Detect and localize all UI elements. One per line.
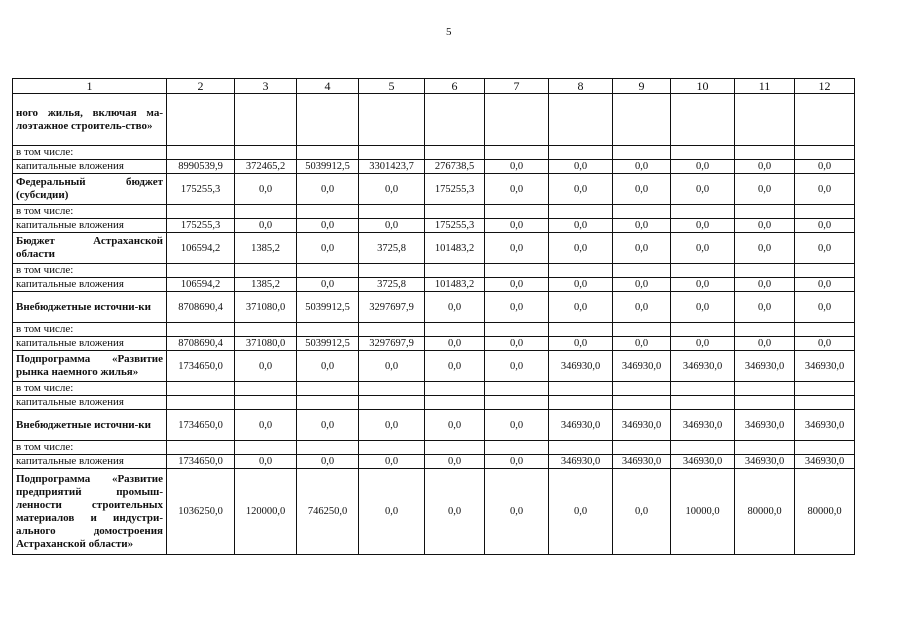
value-cell: 106594,2 [167,278,235,292]
row-label-cell: в том числе: [13,146,167,160]
value-cell [735,264,795,278]
value-cell: 0,0 [795,219,855,233]
value-cell: 0,0 [485,469,549,555]
value-cell: 346930,0 [735,455,795,469]
value-cell: 0,0 [613,233,671,264]
value-cell: 0,0 [671,219,735,233]
value-cell: 8708690,4 [167,337,235,351]
value-cell [671,146,735,160]
value-cell: 0,0 [485,351,549,382]
value-cell [425,146,485,160]
value-cell: 371080,0 [235,292,297,323]
value-cell: 346930,0 [795,455,855,469]
value-cell [235,205,297,219]
value-cell [671,264,735,278]
column-number-cell: 3 [235,79,297,94]
value-cell [549,441,613,455]
table-row [13,94,855,146]
value-cell [297,205,359,219]
value-cell: 276738,5 [425,160,485,174]
value-cell: 1734650,0 [167,455,235,469]
value-cell: 0,0 [795,278,855,292]
value-cell [235,94,297,146]
value-cell [167,382,235,396]
value-cell [549,146,613,160]
value-cell [549,264,613,278]
value-cell [613,146,671,160]
value-cell [167,94,235,146]
value-cell: 80000,0 [795,469,855,555]
column-number-cell: 6 [425,79,485,94]
value-cell: 0,0 [613,337,671,351]
table-row [13,455,855,469]
value-cell: 0,0 [425,469,485,555]
value-cell: 0,0 [613,278,671,292]
value-cell: 0,0 [425,351,485,382]
row-label-cell: Подпрограмма «Развитие рынка наемного жилья» [13,351,167,382]
value-cell: 0,0 [425,337,485,351]
column-number-cell: 9 [613,79,671,94]
value-cell: 0,0 [795,174,855,205]
value-cell [235,441,297,455]
value-cell: 0,0 [297,455,359,469]
value-cell: 0,0 [735,292,795,323]
value-cell: 3725,8 [359,278,425,292]
value-cell [671,441,735,455]
value-cell [485,396,549,410]
value-cell: 3725,8 [359,233,425,264]
row-label-cell: Внебюджетные источни-ки [13,410,167,441]
value-cell [485,146,549,160]
value-cell: 0,0 [359,219,425,233]
row-label-cell: капитальные вложения [13,160,167,174]
value-cell [735,205,795,219]
value-cell: 1036250,0 [167,469,235,555]
value-cell: 346930,0 [735,410,795,441]
value-cell [735,441,795,455]
row-label-cell: капитальные вложения [13,278,167,292]
row-label-cell: капитальные вложения [13,396,167,410]
value-cell: 0,0 [235,455,297,469]
value-cell: 8708690,4 [167,292,235,323]
row-label-cell: ного жилья, включая ма-лоэтажное строитель-ство» [13,94,167,146]
value-cell [549,205,613,219]
value-cell [297,396,359,410]
value-cell [485,323,549,337]
value-cell: 746250,0 [297,469,359,555]
value-cell [297,264,359,278]
value-cell [735,146,795,160]
table-row [13,219,855,233]
value-cell [425,264,485,278]
value-cell: 0,0 [549,469,613,555]
value-cell [235,396,297,410]
page-number: 5 [446,26,452,38]
value-cell [235,146,297,160]
value-cell: 0,0 [359,469,425,555]
value-cell: 0,0 [425,410,485,441]
table-row [13,382,855,396]
column-number-cell: 12 [795,79,855,94]
value-cell [297,146,359,160]
value-cell [613,205,671,219]
value-cell [167,323,235,337]
value-cell: 0,0 [735,233,795,264]
value-cell [425,94,485,146]
value-cell [671,396,735,410]
value-cell: 346930,0 [671,351,735,382]
value-cell: 175255,3 [425,174,485,205]
value-cell: 0,0 [671,233,735,264]
value-cell [613,264,671,278]
value-cell [549,396,613,410]
value-cell: 346930,0 [795,351,855,382]
value-cell [359,323,425,337]
value-cell: 0,0 [485,292,549,323]
value-cell: 346930,0 [735,351,795,382]
table-row [13,469,855,555]
value-cell [485,441,549,455]
table-row [13,441,855,455]
value-cell [167,205,235,219]
value-cell [359,441,425,455]
value-cell: 0,0 [549,337,613,351]
value-cell: 346930,0 [795,410,855,441]
value-cell [549,94,613,146]
value-cell: 0,0 [549,219,613,233]
value-cell: 0,0 [613,292,671,323]
row-label-cell: капитальные вложения [13,219,167,233]
row-label-cell: капитальные вложения [13,455,167,469]
value-cell: 0,0 [425,455,485,469]
row-label-cell: Бюджет Астраханской области [13,233,167,264]
value-cell: 0,0 [485,219,549,233]
row-label-cell: в том числе: [13,323,167,337]
value-cell: 0,0 [485,160,549,174]
value-cell [549,382,613,396]
table-row [13,396,855,410]
row-label-cell: в том числе: [13,205,167,219]
value-cell [735,382,795,396]
value-cell [613,323,671,337]
value-cell [359,205,425,219]
value-cell: 0,0 [297,278,359,292]
value-cell: 0,0 [235,410,297,441]
value-cell: 0,0 [671,292,735,323]
value-cell [549,323,613,337]
value-cell: 346930,0 [613,410,671,441]
value-cell [297,441,359,455]
value-cell: 175255,3 [167,174,235,205]
value-cell [359,264,425,278]
value-cell: 372465,2 [235,160,297,174]
value-cell: 346930,0 [549,351,613,382]
row-label-cell: Подпрограмма «Развитие предприятий промыш-ленности строительных материалов и индустри-ального домостроения Астраханской области» [13,469,167,555]
column-number-cell: 7 [485,79,549,94]
value-cell: 5039912,5 [297,337,359,351]
value-cell: 1385,2 [235,233,297,264]
value-cell [425,382,485,396]
value-cell: 5039912,5 [297,292,359,323]
row-label-cell: в том числе: [13,264,167,278]
table-row [13,323,855,337]
value-cell: 0,0 [549,174,613,205]
value-cell: 175255,3 [167,219,235,233]
value-cell: 0,0 [671,278,735,292]
value-cell [235,264,297,278]
value-cell [485,264,549,278]
value-cell: 101483,2 [425,233,485,264]
value-cell [425,323,485,337]
value-cell [613,382,671,396]
table-row [13,410,855,441]
table-row [13,337,855,351]
row-label-cell: Внебюджетные источни-ки [13,292,167,323]
value-cell: 0,0 [485,174,549,205]
value-cell: 0,0 [485,410,549,441]
value-cell: 0,0 [613,174,671,205]
table-row [13,146,855,160]
column-number-row [13,79,855,94]
row-label-cell: капитальные вложения [13,337,167,351]
value-cell: 0,0 [235,351,297,382]
value-cell [735,323,795,337]
value-cell [485,205,549,219]
table-row [13,351,855,382]
value-cell [235,382,297,396]
value-cell: 0,0 [795,160,855,174]
value-cell: 0,0 [735,219,795,233]
value-cell: 0,0 [235,174,297,205]
value-cell: 0,0 [795,337,855,351]
table-row [13,233,855,264]
value-cell [359,396,425,410]
value-cell [485,382,549,396]
value-cell [671,382,735,396]
value-cell: 0,0 [359,351,425,382]
table-row [13,278,855,292]
value-cell: 0,0 [613,219,671,233]
value-cell: 0,0 [359,174,425,205]
value-cell: 1734650,0 [167,351,235,382]
value-cell [485,94,549,146]
value-cell: 0,0 [297,351,359,382]
column-number-cell: 4 [297,79,359,94]
value-cell: 0,0 [485,455,549,469]
value-cell: 0,0 [735,278,795,292]
value-cell [167,146,235,160]
value-cell [359,382,425,396]
value-cell: 120000,0 [235,469,297,555]
value-cell [167,396,235,410]
value-cell: 0,0 [549,278,613,292]
value-cell: 0,0 [671,160,735,174]
value-cell [671,323,735,337]
value-cell: 1734650,0 [167,410,235,441]
row-label-cell: в том числе: [13,382,167,396]
value-cell: 101483,2 [425,278,485,292]
value-cell: 346930,0 [613,351,671,382]
value-cell: 0,0 [485,233,549,264]
value-cell: 346930,0 [671,455,735,469]
table-row [13,292,855,323]
value-cell [297,382,359,396]
column-number-cell: 11 [735,79,795,94]
table-row [13,160,855,174]
value-cell: 0,0 [359,410,425,441]
budget-table [12,78,855,555]
value-cell [671,94,735,146]
value-cell [795,396,855,410]
value-cell: 5039912,5 [297,160,359,174]
value-cell: 0,0 [671,174,735,205]
row-label-cell: в том числе: [13,441,167,455]
value-cell [167,441,235,455]
value-cell: 10000,0 [671,469,735,555]
row-label-cell: Федеральный бюджет (субсидии) [13,174,167,205]
value-cell [359,94,425,146]
value-cell [795,382,855,396]
value-cell: 0,0 [613,469,671,555]
value-cell: 0,0 [549,233,613,264]
value-cell: 0,0 [671,337,735,351]
value-cell [613,396,671,410]
value-cell [795,264,855,278]
value-cell: 0,0 [235,219,297,233]
value-cell: 371080,0 [235,337,297,351]
value-cell [297,323,359,337]
value-cell: 0,0 [297,174,359,205]
value-cell [735,396,795,410]
value-cell: 0,0 [613,160,671,174]
column-number-cell: 2 [167,79,235,94]
value-cell [613,94,671,146]
value-cell: 0,0 [549,160,613,174]
value-cell [425,396,485,410]
table-row [13,205,855,219]
value-cell [425,205,485,219]
value-cell [795,146,855,160]
value-cell: 0,0 [795,233,855,264]
value-cell: 0,0 [425,292,485,323]
table-row [13,174,855,205]
column-number-cell: 5 [359,79,425,94]
value-cell: 346930,0 [549,455,613,469]
value-cell: 106594,2 [167,233,235,264]
value-cell [671,205,735,219]
value-cell: 0,0 [297,219,359,233]
column-number-cell: 8 [549,79,613,94]
column-number-cell: 1 [13,79,167,94]
value-cell: 0,0 [485,278,549,292]
value-cell [613,441,671,455]
value-cell [167,264,235,278]
value-cell: 0,0 [735,160,795,174]
value-cell: 0,0 [735,337,795,351]
column-number-cell: 10 [671,79,735,94]
value-cell: 346930,0 [613,455,671,469]
value-cell: 80000,0 [735,469,795,555]
value-cell: 346930,0 [549,410,613,441]
value-cell: 3301423,7 [359,160,425,174]
value-cell: 0,0 [359,455,425,469]
table-row [13,264,855,278]
value-cell [795,94,855,146]
value-cell: 0,0 [297,410,359,441]
value-cell: 0,0 [297,233,359,264]
value-cell: 3297697,9 [359,337,425,351]
value-cell: 0,0 [795,292,855,323]
value-cell [795,205,855,219]
value-cell: 3297697,9 [359,292,425,323]
value-cell [795,441,855,455]
value-cell [795,323,855,337]
value-cell: 1385,2 [235,278,297,292]
value-cell [297,94,359,146]
value-cell: 346930,0 [671,410,735,441]
value-cell: 0,0 [485,337,549,351]
value-cell: 0,0 [735,174,795,205]
value-cell: 8990539,9 [167,160,235,174]
value-cell [425,441,485,455]
value-cell [735,94,795,146]
value-cell: 0,0 [549,292,613,323]
value-cell [359,146,425,160]
value-cell [235,323,297,337]
value-cell: 175255,3 [425,219,485,233]
